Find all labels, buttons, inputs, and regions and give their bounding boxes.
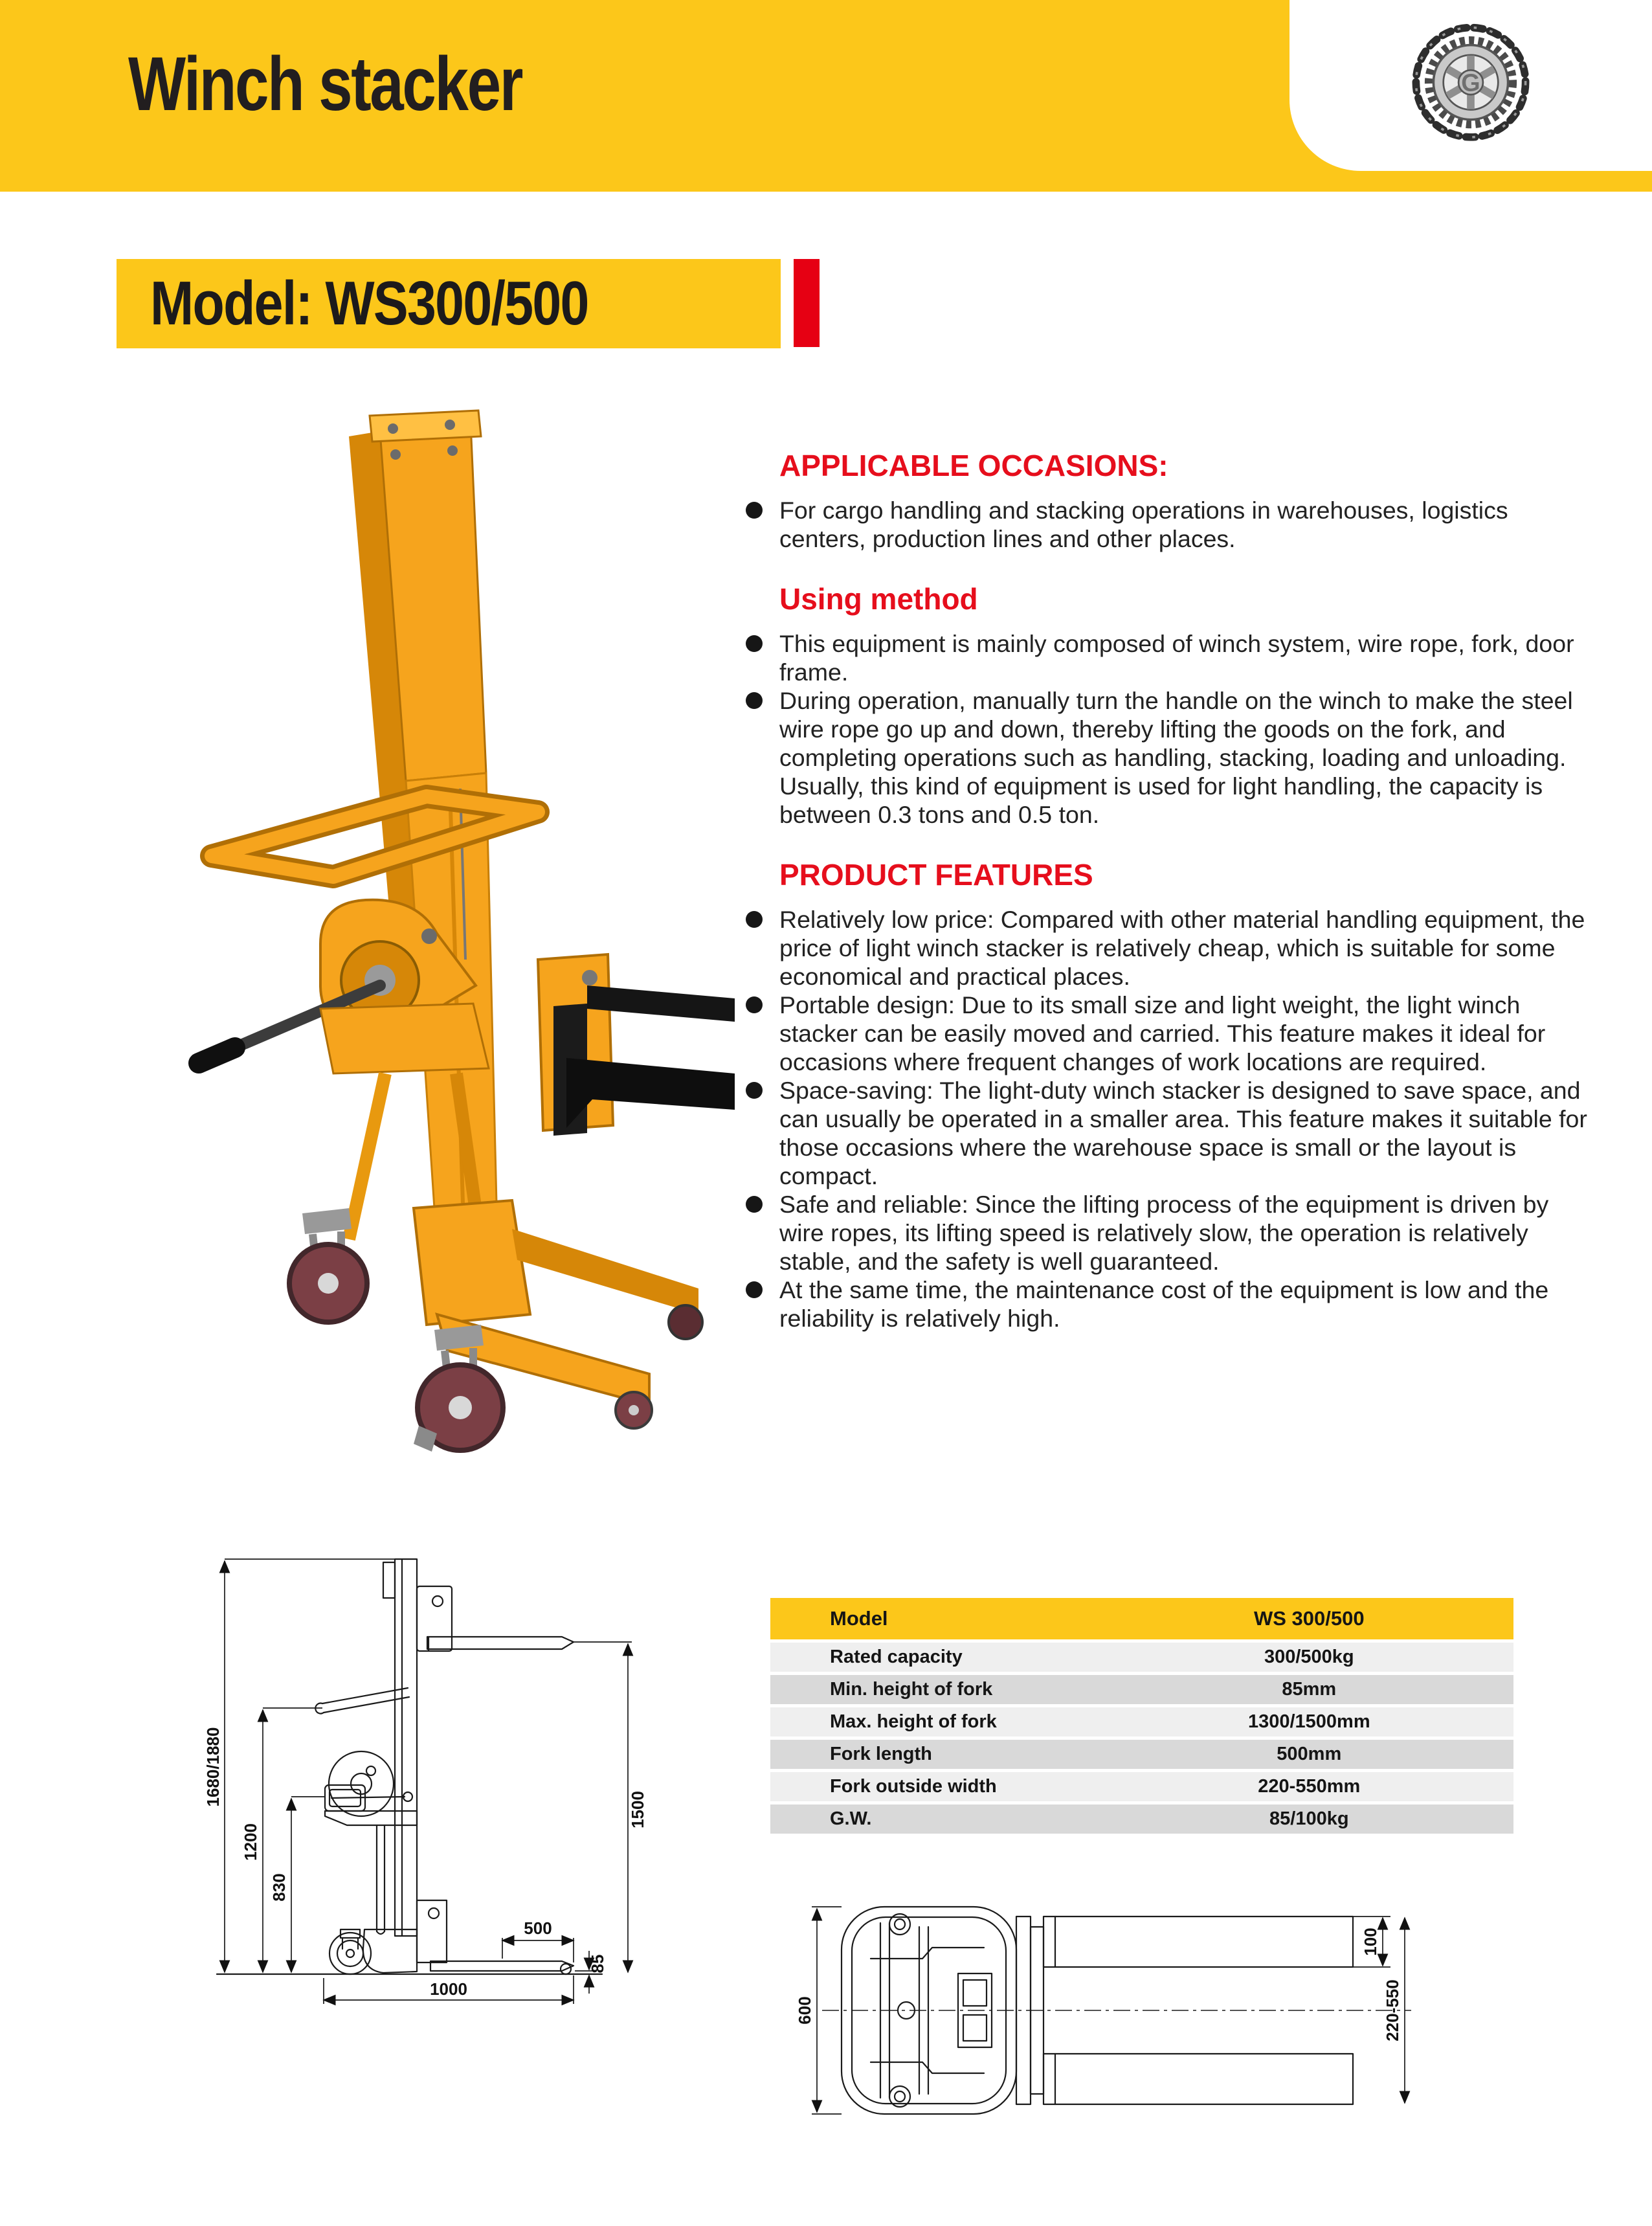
gear-chain-logo-icon	[1401, 14, 1541, 153]
table-row	[770, 1707, 1513, 1737]
table-header-label: Model	[830, 1607, 888, 1630]
bullet-icon	[746, 911, 763, 928]
product-photo	[126, 400, 735, 1468]
bullet-icon	[746, 1196, 763, 1213]
winch-stacker-illustration	[126, 400, 735, 1468]
table-row	[770, 1740, 1513, 1769]
dim-fork-min-height: 85	[588, 1954, 607, 1973]
top-view-svg	[790, 1897, 1431, 2130]
dim-fork-max-height: 1500	[628, 1791, 647, 1828]
page-title: Winch stacker	[128, 41, 522, 127]
bullet-text: This equipment is mainly composed of winch system, wire rope, fork, door frame.	[779, 630, 1574, 686]
row-label: G.W.	[830, 1808, 872, 1829]
table-header-value: WS 300/500	[1253, 1607, 1365, 1630]
dim-overall-width: 600	[795, 1996, 814, 2025]
list-item	[744, 686, 1612, 829]
dim-overall-length: 1000	[430, 1979, 467, 1999]
table-row	[770, 1772, 1513, 1801]
row-value: 1300/1500mm	[1247, 1711, 1370, 1732]
row-value: 500mm	[1277, 1744, 1342, 1764]
heading-using-method: Using method	[779, 582, 978, 616]
list-item	[744, 991, 1612, 1076]
row-label: Fork outside width	[830, 1776, 997, 1797]
list-item	[744, 629, 1612, 686]
heading-applicable-occasions: APPLICABLE OCCASIONS:	[779, 449, 1168, 482]
row-label: Max. height of fork	[830, 1711, 997, 1732]
content-column	[744, 448, 1612, 1332]
bullet-text: Portable design: Due to its small size and light weight, the light winch stacker can be easily moved and carried. This feature makes it ideal for occasions where frequent changes of work locations are required.	[779, 991, 1546, 1075]
bullet-icon	[746, 692, 763, 709]
bullet-text: Safe and reliable: Since the lifting process of the equipment is driven by wire ropes, its lifting speed is relatively slow, the operation is relatively stable, and the safety is well guaranteed.	[779, 1191, 1549, 1275]
row-value: 220-550mm	[1258, 1776, 1361, 1797]
list-item	[744, 496, 1612, 553]
row-label: Rated capacity	[830, 1647, 963, 1667]
spec-table	[770, 1598, 1513, 1837]
table-header-row	[770, 1598, 1513, 1639]
bullet-text: Space-saving: The light-duty winch stacker is designed to save space, and can usually be operated in a smaller area. This feature makes it suitable for those occasions where the warehouse space is small or the layout is compact.	[779, 1077, 1587, 1189]
row-value: 85mm	[1282, 1679, 1337, 1700]
table-row	[770, 1675, 1513, 1704]
bullet-text: During operation, manually turn the handle on the winch to make the steel wire rope go up and down, thereby lifting the goods on the fork, and completing operations such as handling, stacking, loading and unloading. Usually, this kind of equipment is used for light handling, the capacity is between 0.3 tons and 0.5 ton.	[779, 687, 1573, 828]
bullet-text: At the same time, the maintenance cost of the equipment is low and the reliability is relatively high.	[779, 1276, 1549, 1332]
dim-overall-height: 1680/1880	[203, 1727, 223, 1807]
list-item	[744, 1076, 1612, 1190]
dim-winch-height: 830	[269, 1873, 289, 1902]
side-view-svg	[184, 1551, 647, 2023]
bullet-icon	[746, 1082, 763, 1099]
row-value: 85/100kg	[1269, 1808, 1349, 1829]
dim-fork-width: 100	[1361, 1928, 1380, 1956]
dim-fork-outside-width: 220-550	[1383, 1979, 1402, 2041]
red-accent-bar	[794, 259, 820, 347]
bullet-icon	[746, 635, 763, 652]
bullet-icon	[746, 502, 763, 519]
row-label: Fork length	[830, 1744, 932, 1764]
list-item	[744, 905, 1612, 991]
table-row	[770, 1804, 1513, 1834]
heading-product-features: PRODUCT FEATURES	[779, 858, 1093, 892]
side-view-drawing	[184, 1551, 647, 2023]
dim-fork-length: 500	[524, 1918, 552, 1938]
header-band	[0, 0, 1652, 192]
row-label: Min. height of fork	[830, 1679, 993, 1700]
list-item	[744, 1190, 1612, 1276]
row-value: 300/500kg	[1264, 1647, 1354, 1667]
bullet-text: For cargo handling and stacking operations in warehouses, logistics centers, production lines and other places.	[779, 497, 1508, 552]
logo-card	[1289, 0, 1652, 171]
top-view-drawing	[790, 1897, 1431, 2130]
dim-handle-height: 1200	[241, 1823, 260, 1861]
logo-letter: G	[1461, 69, 1480, 97]
bullet-text: Relatively low price: Compared with other material handling equipment, the price of light winch stacker is relatively cheap, which is suitable for some economical and practical places.	[779, 906, 1585, 990]
list-item	[744, 1276, 1612, 1332]
bullet-icon	[746, 1281, 763, 1298]
table-row	[770, 1643, 1513, 1672]
model-band	[117, 259, 781, 348]
model-label: Model: WS300/500	[150, 269, 588, 338]
bullet-icon	[746, 996, 763, 1013]
